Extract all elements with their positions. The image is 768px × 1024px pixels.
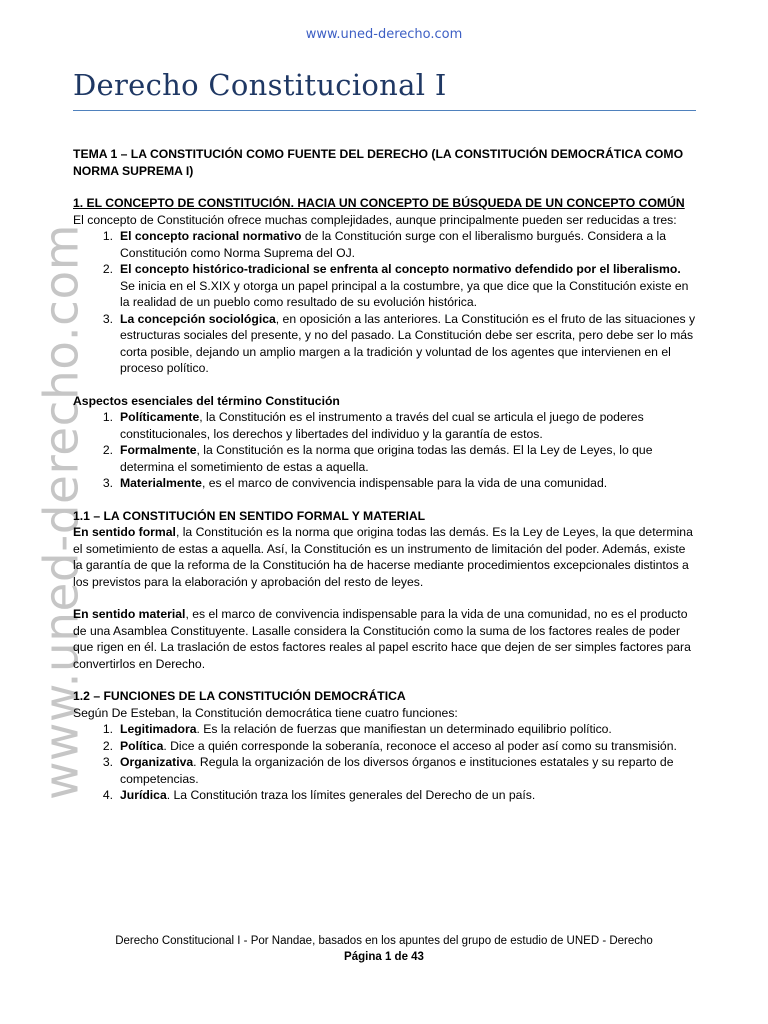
- list-item: [73, 442, 698, 475]
- list-number: 2.: [102, 738, 113, 753]
- list-item-term: Jurídica: [120, 788, 167, 802]
- list-item-term: Materialmente: [120, 476, 202, 490]
- list-item: [73, 721, 698, 738]
- watermark: www.uned-derecho.com: [34, 223, 90, 801]
- section-1-2-heading: 1.2 – FUNCIONES DE LA CONSTITUCIÓN DEMOCRÁTICA: [73, 689, 406, 703]
- list-item-term: El concepto histórico-tradicional se enfrenta al concepto normativo defendido por el liberalismo.: [120, 262, 681, 276]
- list-item: [73, 475, 698, 492]
- section-1-intro: El concepto de Constitución ofrece muchas complejidades, aunque principalmente pueden ser reducidas a tres:: [73, 212, 677, 227]
- list-item: [73, 311, 698, 377]
- list-item: [73, 409, 698, 442]
- tema-heading: TEMA 1 – LA CONSTITUCIÓN COMO FUENTE DEL DERECHO (LA CONSTITUCIÓN DEMOCRÁTICA COMO NORMA SUPREMA I): [73, 147, 684, 178]
- paragraph: [73, 606, 698, 672]
- list-item-text: , es el marco de convivencia indispensable para la vida de una comunidad.: [201, 476, 608, 490]
- list-item-text: . Es la relación de fuerzas que manifiestan un determinado equilibrio político.: [196, 722, 612, 736]
- page-footer: [0, 933, 768, 965]
- list-number: 1.: [102, 229, 113, 243]
- list-number: 2.: [102, 443, 113, 457]
- title-divider: [73, 110, 696, 111]
- list-item-text: , la Constitución es la norma que origina todas las demás. El la Ley de Leyes, lo que determina el sometimiento de estas a aquella.: [120, 443, 653, 474]
- list-item-text: . Regula la organización de los diversos órganos e instituciones estatales y su reparto de competencias.: [120, 755, 674, 786]
- list-item: [73, 754, 698, 787]
- list-item-term: Política: [120, 738, 164, 753]
- document-title: Derecho Constitucional I: [73, 68, 447, 102]
- list-item-term: Políticamente: [120, 410, 200, 424]
- list-item: [73, 738, 698, 755]
- document-body: [73, 146, 698, 804]
- list-number: 1.: [102, 722, 113, 736]
- list-item-text: Se inicia en el S.XIX y otorga un papel principal a la costumbre, ya que dice que la Constitución existe en la realidad de un pueblo como resultado de su evolución histórica.: [120, 278, 689, 309]
- list-item-text: . Dice a quién corresponde la soberanía, reconoce el acceso al poder así como su transmisión.: [163, 738, 677, 753]
- paragraph-term: En sentido material: [73, 607, 186, 621]
- list-number: 1.: [102, 410, 113, 424]
- page-number: Página 1 de 43: [344, 951, 424, 963]
- list-item-term: Formalmente: [120, 443, 197, 457]
- footer-credit: Derecho Constitucional I - Por Nandae, basados en los apuntes del grupo de estudio de UNED - Derecho: [115, 935, 653, 947]
- paragraph-text: , la Constitución es la norma que origina todas las demás. Es la Ley de Leyes, la que determina el sometimiento de estas a aquella. Así, la Constitución es un instrumento de limitación del poder. Además, existe la garantía de que la reforma de la Constitución ha de hacerse mediante procedimientos excepcionales distintos a los previstos para la elaboración y aprobación del resto de leyes.: [73, 525, 693, 589]
- list-item-text: , en oposición a las anteriores. La Constitución es el fruto de las situaciones y estructuras sociales del presente, y no del pasado. La Constitución debe ser escrita, pero debe ser lo más corta posible, dejando un amplio margen a la tradición y voluntad de los agentes que intervienen en el proceso político.: [120, 311, 696, 375]
- list-number: 3.: [102, 476, 113, 490]
- list-item: [73, 787, 698, 804]
- section-1-heading: 1. EL CONCEPTO DE CONSTITUCIÓN. HACIA UN CONCEPTO DE BÚSQUEDA DE UN CONCEPTO COMÚN: [73, 196, 685, 210]
- list-item-term: Legitimadora: [120, 722, 197, 736]
- list-number: 4.: [102, 788, 113, 802]
- list-number: 3.: [102, 311, 113, 326]
- aspectos-heading: Aspectos esenciales del término Constitución: [73, 393, 340, 408]
- paragraph-term: En sentido formal: [73, 525, 176, 539]
- section-1-1-heading: 1.1 – LA CONSTITUCIÓN EN SENTIDO FORMAL Y MATERIAL: [73, 508, 426, 523]
- list-item-term: Organizativa: [120, 755, 194, 769]
- list-item-text: . La Constitución traza los límites generales del Derecho de un país.: [166, 788, 536, 802]
- list-item-text: , la Constitución es el instrumento a través del cual se articula el juego de poderes constitucionales, los derechos y libertades del individuo y la garantía de estos.: [120, 410, 644, 441]
- section-1-2-intro: Según De Esteban, la Constitución democrática tiene cuatro funciones:: [73, 705, 458, 720]
- list-item: [73, 261, 698, 311]
- header-url[interactable]: www.uned-derecho.com: [305, 27, 463, 42]
- paragraph: [73, 524, 698, 590]
- list-number: 3.: [102, 755, 113, 769]
- list-item-term: El concepto racional normativo: [120, 229, 302, 243]
- list-item-text: de la Constitución surge con el liberalismo burgués. Considera a la Constitución como Norma Suprema del OJ.: [120, 229, 666, 260]
- list-item-term: La concepción sociológica: [120, 311, 276, 326]
- list-item: [73, 228, 698, 261]
- list-number: 2.: [102, 262, 113, 276]
- paragraph-text: , es el marco de convivencia indispensable para la vida de una comunidad, no es el producto de una Asamblea Constituyente. Lasalle considera la Constitución como la suma de los factores reales de poder que rigen en él. La traslación de estos factores reales al papel escrito hace que dejen de ser simples factores para convertirlos en Derecho.: [73, 607, 691, 671]
